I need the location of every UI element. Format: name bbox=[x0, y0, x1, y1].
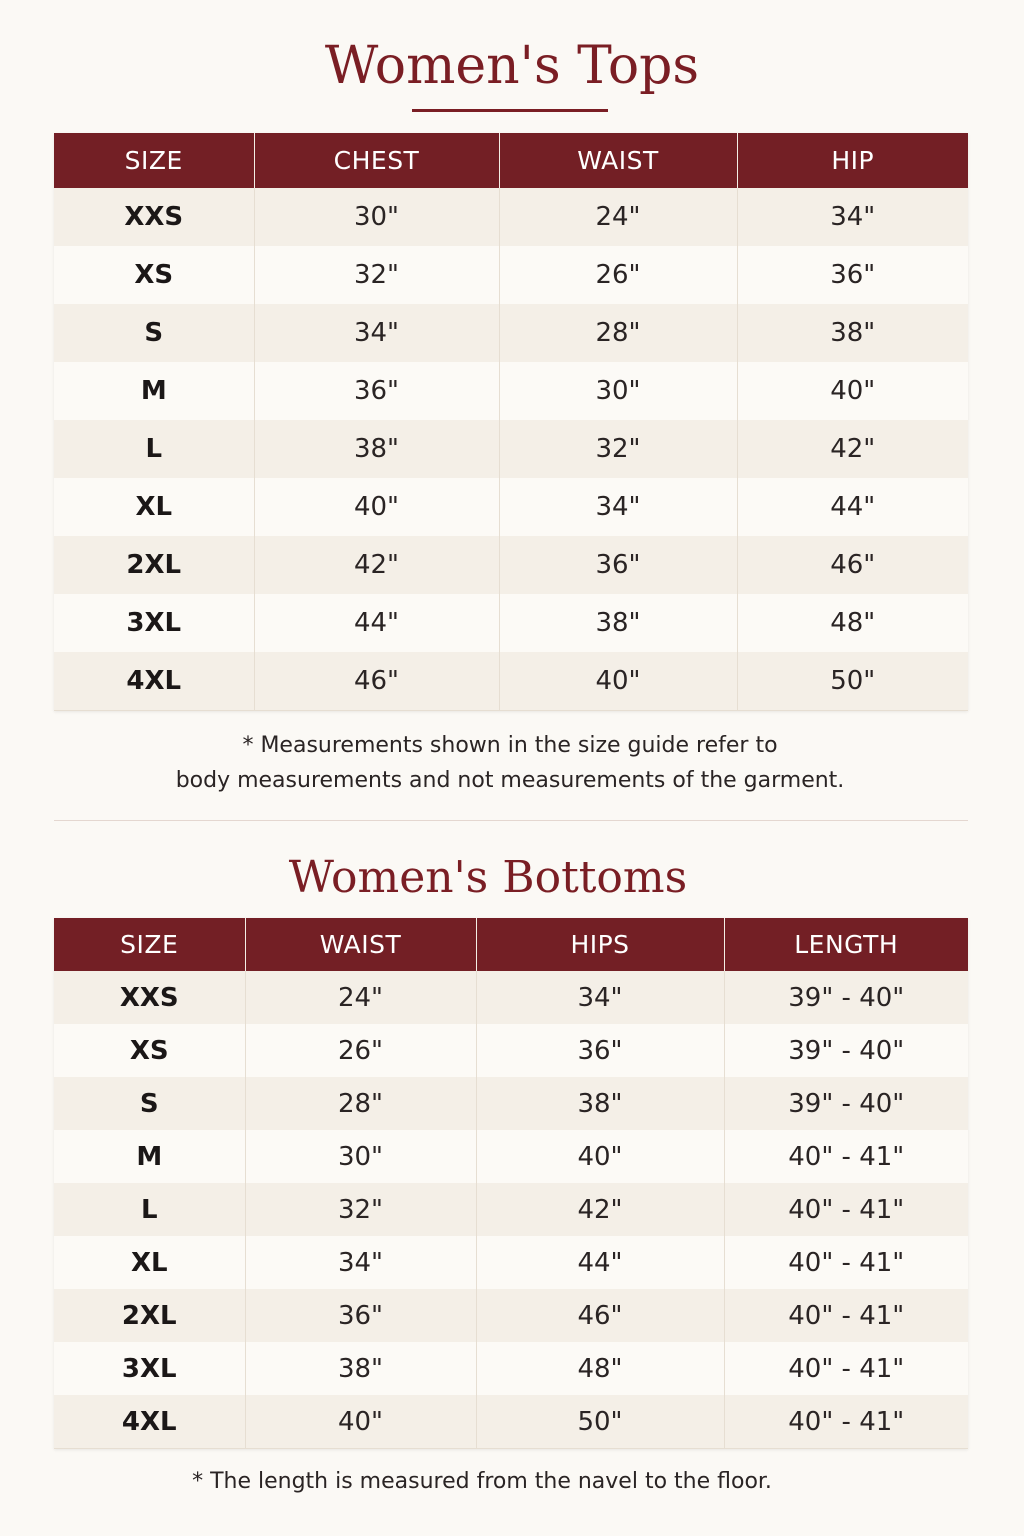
waist-cell: 24" bbox=[499, 188, 737, 246]
size-cell: 3XL bbox=[54, 1342, 245, 1395]
hip-cell: 34" bbox=[737, 188, 968, 246]
hip-cell: 44" bbox=[737, 478, 968, 536]
tops-size-table bbox=[54, 133, 968, 711]
chest-cell: 32" bbox=[254, 246, 499, 304]
length-cell: 39" - 40" bbox=[724, 1024, 968, 1077]
header-hips: HIPS bbox=[476, 918, 724, 971]
table-row bbox=[54, 1289, 968, 1342]
bottoms-size-table bbox=[54, 918, 968, 1449]
bottoms-length-note: * The length is measured from the navel to the floor. bbox=[192, 1469, 772, 1494]
table-row bbox=[54, 536, 968, 594]
section-divider bbox=[54, 820, 968, 821]
size-cell: S bbox=[54, 1077, 245, 1130]
waist-cell: 40" bbox=[245, 1395, 476, 1449]
table-row bbox=[54, 1130, 968, 1183]
waist-cell: 34" bbox=[499, 478, 737, 536]
hips-cell: 36" bbox=[476, 1024, 724, 1077]
size-cell: 4XL bbox=[54, 652, 254, 711]
chest-cell: 46" bbox=[254, 652, 499, 711]
hips-cell: 34" bbox=[476, 971, 724, 1024]
note-line-2: body measurements and not measurements of the garment. bbox=[175, 768, 845, 793]
title-underline bbox=[412, 109, 608, 112]
waist-cell: 26" bbox=[245, 1024, 476, 1077]
size-cell: L bbox=[54, 420, 254, 478]
hip-cell: 50" bbox=[737, 652, 968, 711]
hip-cell: 40" bbox=[737, 362, 968, 420]
hips-cell: 50" bbox=[476, 1395, 724, 1449]
table-row bbox=[54, 362, 968, 420]
bottoms-title: Women's Bottoms bbox=[288, 852, 688, 903]
hips-cell: 42" bbox=[476, 1183, 724, 1236]
table-row bbox=[54, 1183, 968, 1236]
chest-cell: 42" bbox=[254, 536, 499, 594]
tops-measurement-note bbox=[0, 728, 1022, 798]
hip-cell: 38" bbox=[737, 304, 968, 362]
table-row bbox=[54, 1395, 968, 1449]
table-row bbox=[54, 478, 968, 536]
waist-cell: 28" bbox=[245, 1077, 476, 1130]
waist-cell: 38" bbox=[499, 594, 737, 652]
chest-cell: 30" bbox=[254, 188, 499, 246]
size-cell: XL bbox=[54, 478, 254, 536]
size-cell: XS bbox=[54, 1024, 245, 1077]
chest-cell: 44" bbox=[254, 594, 499, 652]
table-row bbox=[54, 652, 968, 711]
table-row bbox=[54, 246, 968, 304]
header-hip: HIP bbox=[737, 133, 968, 188]
table-header-row bbox=[54, 133, 968, 188]
note-line-1: * Measurements shown in the size guide refer to bbox=[242, 733, 778, 758]
length-cell: 40" - 41" bbox=[724, 1130, 968, 1183]
table-row bbox=[54, 188, 968, 246]
waist-cell: 24" bbox=[245, 971, 476, 1024]
size-cell: XS bbox=[54, 246, 254, 304]
table-row bbox=[54, 420, 968, 478]
length-cell: 39" - 40" bbox=[724, 1077, 968, 1130]
table-row bbox=[54, 594, 968, 652]
tops-title: Women's Tops bbox=[324, 36, 700, 96]
chest-cell: 36" bbox=[254, 362, 499, 420]
size-cell: 2XL bbox=[54, 1289, 245, 1342]
size-cell: 2XL bbox=[54, 536, 254, 594]
length-cell: 40" - 41" bbox=[724, 1289, 968, 1342]
length-cell: 39" - 40" bbox=[724, 971, 968, 1024]
waist-cell: 38" bbox=[245, 1342, 476, 1395]
waist-cell: 40" bbox=[499, 652, 737, 711]
hips-cell: 40" bbox=[476, 1130, 724, 1183]
length-cell: 40" - 41" bbox=[724, 1395, 968, 1449]
size-cell: L bbox=[54, 1183, 245, 1236]
chest-cell: 40" bbox=[254, 478, 499, 536]
waist-cell: 36" bbox=[245, 1289, 476, 1342]
size-cell: XXS bbox=[54, 971, 245, 1024]
table-row bbox=[54, 971, 968, 1024]
size-cell: S bbox=[54, 304, 254, 362]
waist-cell: 30" bbox=[499, 362, 737, 420]
length-cell: 40" - 41" bbox=[724, 1236, 968, 1289]
waist-cell: 32" bbox=[245, 1183, 476, 1236]
size-cell: M bbox=[54, 362, 254, 420]
header-size: SIZE bbox=[54, 918, 245, 971]
hip-cell: 42" bbox=[737, 420, 968, 478]
size-cell: 3XL bbox=[54, 594, 254, 652]
size-cell: XXS bbox=[54, 188, 254, 246]
length-cell: 40" - 41" bbox=[724, 1183, 968, 1236]
hips-cell: 48" bbox=[476, 1342, 724, 1395]
size-cell: 4XL bbox=[54, 1395, 245, 1449]
hips-cell: 38" bbox=[476, 1077, 724, 1130]
hip-cell: 48" bbox=[737, 594, 968, 652]
waist-cell: 30" bbox=[245, 1130, 476, 1183]
header-size: SIZE bbox=[54, 133, 254, 188]
header-chest: CHEST bbox=[254, 133, 499, 188]
table-row bbox=[54, 1342, 968, 1395]
header-length: LENGTH bbox=[724, 918, 968, 971]
header-waist: WAIST bbox=[499, 133, 737, 188]
table-row bbox=[54, 1236, 968, 1289]
table-header-row bbox=[54, 918, 968, 971]
hips-cell: 44" bbox=[476, 1236, 724, 1289]
size-cell: XL bbox=[54, 1236, 245, 1289]
size-cell: M bbox=[54, 1130, 245, 1183]
waist-cell: 34" bbox=[245, 1236, 476, 1289]
chest-cell: 38" bbox=[254, 420, 499, 478]
waist-cell: 32" bbox=[499, 420, 737, 478]
hips-cell: 46" bbox=[476, 1289, 724, 1342]
hip-cell: 36" bbox=[737, 246, 968, 304]
table-row bbox=[54, 304, 968, 362]
header-waist: WAIST bbox=[245, 918, 476, 971]
hip-cell: 46" bbox=[737, 536, 968, 594]
table-row bbox=[54, 1077, 968, 1130]
waist-cell: 28" bbox=[499, 304, 737, 362]
length-cell: 40" - 41" bbox=[724, 1342, 968, 1395]
table-row bbox=[54, 1024, 968, 1077]
chest-cell: 34" bbox=[254, 304, 499, 362]
waist-cell: 36" bbox=[499, 536, 737, 594]
waist-cell: 26" bbox=[499, 246, 737, 304]
